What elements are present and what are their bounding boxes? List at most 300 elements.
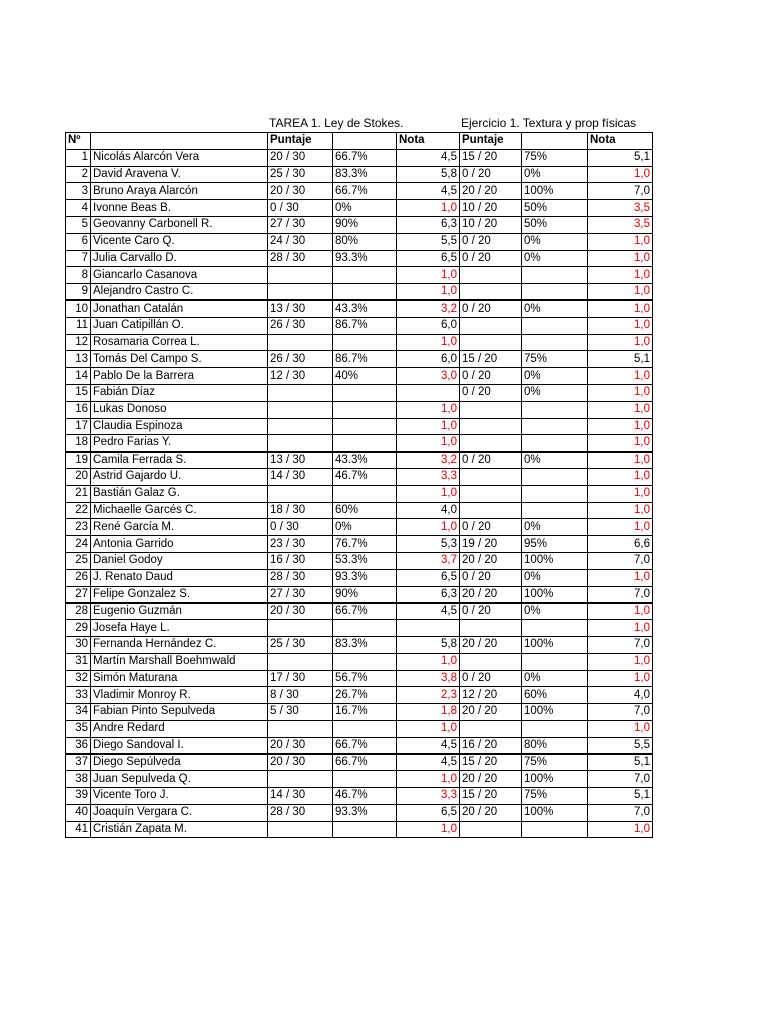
percent-1-cell[interactable]: 66.7% xyxy=(333,754,397,771)
puntaje-2-cell[interactable] xyxy=(460,468,522,485)
puntaje-1-cell[interactable]: 20 / 30 xyxy=(268,754,333,771)
nota-1-cell[interactable]: 4,0 xyxy=(397,502,460,519)
puntaje-2-cell[interactable]: 20 / 20 xyxy=(460,586,522,603)
puntaje-1-cell[interactable]: 0 / 30 xyxy=(268,200,333,217)
percent-2-cell[interactable]: 0% xyxy=(522,519,588,536)
row-number-cell[interactable]: 32 xyxy=(66,670,91,687)
row-number-cell[interactable]: 26 xyxy=(66,569,91,586)
row-number-cell[interactable]: 12 xyxy=(66,334,91,351)
puntaje-2-cell[interactable]: 20 / 20 xyxy=(460,183,522,200)
percent-2-cell[interactable] xyxy=(522,821,588,838)
nota-2-cell[interactable]: 1,0 xyxy=(588,502,653,519)
nota-1-cell[interactable]: 3,8 xyxy=(397,670,460,687)
puntaje-2-cell[interactable] xyxy=(460,653,522,670)
percent-1-cell[interactable] xyxy=(333,653,397,670)
nota-2-cell[interactable]: 1,0 xyxy=(588,603,653,620)
percent-1-cell[interactable]: 66.7% xyxy=(333,737,397,754)
puntaje-1-cell[interactable] xyxy=(268,334,333,351)
nota-2-cell[interactable]: 1,0 xyxy=(588,250,653,267)
row-number-cell[interactable]: 4 xyxy=(66,200,91,217)
puntaje-2-cell[interactable]: 20 / 20 xyxy=(460,771,522,788)
row-number-cell[interactable]: 38 xyxy=(66,771,91,788)
nota-2-cell[interactable]: 7,0 xyxy=(588,586,653,603)
nota-1-cell[interactable]: 6,3 xyxy=(397,216,460,233)
student-name-cell[interactable]: Rosamaria Correa L. xyxy=(91,334,268,351)
student-name-cell[interactable]: Ivonne Beas B. xyxy=(91,200,268,217)
student-name-cell[interactable]: Jonathan Catalán xyxy=(91,300,268,317)
puntaje-2-cell[interactable]: 20 / 20 xyxy=(460,804,522,821)
percent-2-cell[interactable]: 0% xyxy=(522,452,588,469)
nota-2-cell[interactable]: 1,0 xyxy=(588,384,653,401)
nota-2-cell[interactable]: 1,0 xyxy=(588,401,653,418)
percent-1-cell[interactable] xyxy=(333,720,397,737)
puntaje-2-cell[interactable] xyxy=(460,720,522,737)
nota-2-cell[interactable]: 1,0 xyxy=(588,418,653,435)
percent-2-cell[interactable] xyxy=(522,720,588,737)
header-percent-2[interactable] xyxy=(522,133,588,150)
percent-2-cell[interactable]: 0% xyxy=(522,233,588,250)
puntaje-2-cell[interactable]: 0 / 20 xyxy=(460,569,522,586)
student-name-cell[interactable]: Josefa Haye L. xyxy=(91,620,268,637)
percent-1-cell[interactable] xyxy=(333,284,397,301)
student-name-cell[interactable]: Geovanny Carbonell R. xyxy=(91,216,268,233)
nota-2-cell[interactable]: 7,0 xyxy=(588,183,653,200)
puntaje-2-cell[interactable]: 0 / 20 xyxy=(460,452,522,469)
student-name-cell[interactable]: Diego Sandoval I. xyxy=(91,737,268,754)
puntaje-1-cell[interactable]: 27 / 30 xyxy=(268,216,333,233)
nota-2-cell[interactable]: 1,0 xyxy=(588,485,653,502)
student-name-cell[interactable]: Camila Ferrada S. xyxy=(91,452,268,469)
nota-2-cell[interactable]: 1,0 xyxy=(588,267,653,284)
header-number[interactable]: Nº xyxy=(66,133,91,150)
nota-1-cell[interactable]: 1,0 xyxy=(397,771,460,788)
row-number-cell[interactable]: 33 xyxy=(66,687,91,704)
puntaje-2-cell[interactable]: 10 / 20 xyxy=(460,200,522,217)
puntaje-1-cell[interactable] xyxy=(268,653,333,670)
puntaje-2-cell[interactable] xyxy=(460,267,522,284)
percent-1-cell[interactable]: 46.7% xyxy=(333,788,397,805)
nota-1-cell[interactable]: 4,5 xyxy=(397,737,460,754)
puntaje-1-cell[interactable] xyxy=(268,771,333,788)
percent-2-cell[interactable]: 100% xyxy=(522,636,588,653)
nota-1-cell[interactable]: 6,3 xyxy=(397,586,460,603)
puntaje-2-cell[interactable]: 0 / 20 xyxy=(460,368,522,385)
nota-2-cell[interactable]: 1,0 xyxy=(588,368,653,385)
percent-1-cell[interactable]: 93.3% xyxy=(333,569,397,586)
percent-1-cell[interactable]: 0% xyxy=(333,519,397,536)
row-number-cell[interactable]: 24 xyxy=(66,536,91,553)
nota-1-cell[interactable]: 1,0 xyxy=(397,401,460,418)
nota-2-cell[interactable]: 1,0 xyxy=(588,284,653,301)
row-number-cell[interactable]: 6 xyxy=(66,233,91,250)
nota-2-cell[interactable]: 1,0 xyxy=(588,452,653,469)
nota-1-cell[interactable]: 4,5 xyxy=(397,149,460,166)
percent-2-cell[interactable] xyxy=(522,485,588,502)
nota-2-cell[interactable]: 5,1 xyxy=(588,788,653,805)
percent-1-cell[interactable]: 66.7% xyxy=(333,149,397,166)
nota-1-cell[interactable]: 5,8 xyxy=(397,636,460,653)
puntaje-2-cell[interactable] xyxy=(460,821,522,838)
percent-2-cell[interactable]: 0% xyxy=(522,368,588,385)
puntaje-1-cell[interactable] xyxy=(268,485,333,502)
percent-2-cell[interactable]: 75% xyxy=(522,754,588,771)
puntaje-1-cell[interactable]: 23 / 30 xyxy=(268,536,333,553)
percent-2-cell[interactable]: 0% xyxy=(522,250,588,267)
percent-1-cell[interactable]: 80% xyxy=(333,233,397,250)
puntaje-2-cell[interactable] xyxy=(460,485,522,502)
nota-2-cell[interactable]: 7,0 xyxy=(588,552,653,569)
percent-1-cell[interactable]: 26.7% xyxy=(333,687,397,704)
percent-2-cell[interactable] xyxy=(522,317,588,334)
student-name-cell[interactable]: Diego Sepúlveda xyxy=(91,754,268,771)
percent-2-cell[interactable]: 0% xyxy=(522,166,588,183)
nota-1-cell[interactable]: 1,0 xyxy=(397,485,460,502)
row-number-cell[interactable]: 34 xyxy=(66,704,91,721)
student-name-cell[interactable]: J. Renato Daud xyxy=(91,569,268,586)
puntaje-2-cell[interactable]: 0 / 20 xyxy=(460,233,522,250)
student-name-cell[interactable]: Fabián Díaz xyxy=(91,384,268,401)
nota-2-cell[interactable]: 4,0 xyxy=(588,687,653,704)
row-number-cell[interactable]: 40 xyxy=(66,804,91,821)
puntaje-1-cell[interactable]: 14 / 30 xyxy=(268,468,333,485)
header-puntaje-2[interactable]: Puntaje xyxy=(460,133,522,150)
puntaje-1-cell[interactable]: 27 / 30 xyxy=(268,586,333,603)
row-number-cell[interactable]: 35 xyxy=(66,720,91,737)
student-name-cell[interactable]: Lukas Donoso xyxy=(91,401,268,418)
nota-1-cell[interactable] xyxy=(397,384,460,401)
percent-1-cell[interactable]: 93.3% xyxy=(333,250,397,267)
student-name-cell[interactable]: Julia Carvallo D. xyxy=(91,250,268,267)
percent-2-cell[interactable] xyxy=(522,401,588,418)
row-number-cell[interactable]: 11 xyxy=(66,317,91,334)
nota-2-cell[interactable]: 5,1 xyxy=(588,149,653,166)
row-number-cell[interactable]: 16 xyxy=(66,401,91,418)
row-number-cell[interactable]: 18 xyxy=(66,435,91,452)
puntaje-2-cell[interactable]: 0 / 20 xyxy=(460,670,522,687)
nota-1-cell[interactable]: 4,5 xyxy=(397,183,460,200)
nota-1-cell[interactable] xyxy=(397,620,460,637)
student-name-cell[interactable]: Daniel Godoy xyxy=(91,552,268,569)
percent-1-cell[interactable]: 43.3% xyxy=(333,452,397,469)
nota-2-cell[interactable]: 1,0 xyxy=(588,334,653,351)
nota-2-cell[interactable]: 1,0 xyxy=(588,821,653,838)
puntaje-2-cell[interactable]: 0 / 20 xyxy=(460,519,522,536)
nota-1-cell[interactable]: 4,5 xyxy=(397,603,460,620)
puntaje-1-cell[interactable]: 16 / 30 xyxy=(268,552,333,569)
nota-2-cell[interactable]: 1,0 xyxy=(588,233,653,250)
percent-2-cell[interactable]: 100% xyxy=(522,552,588,569)
student-name-cell[interactable]: Joaquín Vergara C. xyxy=(91,804,268,821)
nota-1-cell[interactable]: 3,2 xyxy=(397,452,460,469)
percent-1-cell[interactable]: 16.7% xyxy=(333,704,397,721)
nota-1-cell[interactable]: 1,8 xyxy=(397,704,460,721)
student-name-cell[interactable]: Cristián Zapata M. xyxy=(91,821,268,838)
puntaje-2-cell[interactable]: 0 / 20 xyxy=(460,166,522,183)
puntaje-2-cell[interactable]: 16 / 20 xyxy=(460,737,522,754)
puntaje-1-cell[interactable]: 0 / 30 xyxy=(268,519,333,536)
puntaje-2-cell[interactable]: 12 / 20 xyxy=(460,687,522,704)
nota-2-cell[interactable]: 7,0 xyxy=(588,804,653,821)
student-name-cell[interactable]: Fabian Pinto Sepulveda xyxy=(91,704,268,721)
puntaje-2-cell[interactable]: 0 / 20 xyxy=(460,250,522,267)
percent-2-cell[interactable] xyxy=(522,653,588,670)
puntaje-1-cell[interactable]: 8 / 30 xyxy=(268,687,333,704)
nota-1-cell[interactable]: 4,5 xyxy=(397,754,460,771)
percent-1-cell[interactable]: 93.3% xyxy=(333,804,397,821)
nota-1-cell[interactable]: 3,3 xyxy=(397,788,460,805)
percent-2-cell[interactable]: 75% xyxy=(522,351,588,368)
percent-1-cell[interactable] xyxy=(333,771,397,788)
header-nota-1[interactable]: Nota xyxy=(397,133,460,150)
nota-2-cell[interactable]: 1,0 xyxy=(588,435,653,452)
percent-1-cell[interactable]: 53.3% xyxy=(333,552,397,569)
puntaje-2-cell[interactable]: 20 / 20 xyxy=(460,704,522,721)
nota-1-cell[interactable]: 1,0 xyxy=(397,284,460,301)
puntaje-2-cell[interactable] xyxy=(460,435,522,452)
student-name-cell[interactable]: Giancarlo Casanova xyxy=(91,267,268,284)
puntaje-2-cell[interactable] xyxy=(460,401,522,418)
puntaje-1-cell[interactable]: 28 / 30 xyxy=(268,250,333,267)
nota-1-cell[interactable]: 1,0 xyxy=(397,519,460,536)
puntaje-1-cell[interactable]: 20 / 30 xyxy=(268,603,333,620)
puntaje-2-cell[interactable]: 0 / 20 xyxy=(460,300,522,317)
nota-1-cell[interactable]: 3,2 xyxy=(397,300,460,317)
nota-2-cell[interactable]: 3,5 xyxy=(588,216,653,233)
header-name[interactable] xyxy=(91,133,268,150)
percent-2-cell[interactable] xyxy=(522,284,588,301)
percent-2-cell[interactable]: 100% xyxy=(522,586,588,603)
puntaje-2-cell[interactable]: 15 / 20 xyxy=(460,788,522,805)
percent-2-cell[interactable]: 80% xyxy=(522,737,588,754)
nota-2-cell[interactable]: 1,0 xyxy=(588,653,653,670)
percent-1-cell[interactable] xyxy=(333,334,397,351)
puntaje-2-cell[interactable]: 15 / 20 xyxy=(460,754,522,771)
percent-1-cell[interactable] xyxy=(333,485,397,502)
puntaje-1-cell[interactable] xyxy=(268,284,333,301)
puntaje-2-cell[interactable]: 19 / 20 xyxy=(460,536,522,553)
nota-1-cell[interactable]: 5,8 xyxy=(397,166,460,183)
student-name-cell[interactable]: Michaelle Garcés C. xyxy=(91,502,268,519)
nota-1-cell[interactable]: 3,0 xyxy=(397,368,460,385)
header-puntaje-1[interactable]: Puntaje xyxy=(268,133,333,150)
percent-2-cell[interactable]: 0% xyxy=(522,384,588,401)
percent-2-cell[interactable] xyxy=(522,267,588,284)
student-name-cell[interactable]: Bruno Araya Alarcón xyxy=(91,183,268,200)
percent-2-cell[interactable]: 0% xyxy=(522,300,588,317)
row-number-cell[interactable]: 2 xyxy=(66,166,91,183)
nota-2-cell[interactable]: 1,0 xyxy=(588,166,653,183)
puntaje-2-cell[interactable]: 15 / 20 xyxy=(460,149,522,166)
puntaje-1-cell[interactable]: 28 / 30 xyxy=(268,804,333,821)
row-number-cell[interactable]: 7 xyxy=(66,250,91,267)
percent-2-cell[interactable]: 60% xyxy=(522,687,588,704)
percent-1-cell[interactable] xyxy=(333,384,397,401)
row-number-cell[interactable]: 3 xyxy=(66,183,91,200)
nota-1-cell[interactable]: 1,0 xyxy=(397,334,460,351)
student-name-cell[interactable]: Juan Catipillán O. xyxy=(91,317,268,334)
nota-2-cell[interactable]: 3,5 xyxy=(588,200,653,217)
row-number-cell[interactable]: 30 xyxy=(66,636,91,653)
percent-2-cell[interactable]: 75% xyxy=(522,788,588,805)
puntaje-1-cell[interactable] xyxy=(268,821,333,838)
puntaje-1-cell[interactable]: 17 / 30 xyxy=(268,670,333,687)
percent-2-cell[interactable]: 0% xyxy=(522,670,588,687)
percent-2-cell[interactable] xyxy=(522,468,588,485)
header-nota-2[interactable]: Nota xyxy=(588,133,653,150)
header-percent-1[interactable] xyxy=(333,133,397,150)
puntaje-2-cell[interactable] xyxy=(460,418,522,435)
nota-1-cell[interactable]: 1,0 xyxy=(397,720,460,737)
nota-1-cell[interactable]: 1,0 xyxy=(397,418,460,435)
puntaje-1-cell[interactable]: 20 / 30 xyxy=(268,149,333,166)
puntaje-1-cell[interactable] xyxy=(268,720,333,737)
nota-2-cell[interactable]: 5,1 xyxy=(588,351,653,368)
nota-1-cell[interactable]: 5,3 xyxy=(397,536,460,553)
student-name-cell[interactable]: Vicente Toro J. xyxy=(91,788,268,805)
nota-2-cell[interactable]: 1,0 xyxy=(588,720,653,737)
nota-1-cell[interactable]: 3,3 xyxy=(397,468,460,485)
percent-1-cell[interactable]: 86.7% xyxy=(333,351,397,368)
nota-2-cell[interactable]: 7,0 xyxy=(588,704,653,721)
student-name-cell[interactable]: Felipe Gonzalez S. xyxy=(91,586,268,603)
nota-2-cell[interactable]: 1,0 xyxy=(588,519,653,536)
percent-1-cell[interactable]: 83.3% xyxy=(333,636,397,653)
percent-2-cell[interactable]: 100% xyxy=(522,771,588,788)
puntaje-2-cell[interactable]: 0 / 20 xyxy=(460,603,522,620)
puntaje-1-cell[interactable]: 13 / 30 xyxy=(268,452,333,469)
percent-1-cell[interactable]: 90% xyxy=(333,586,397,603)
nota-2-cell[interactable]: 1,0 xyxy=(588,317,653,334)
row-number-cell[interactable]: 25 xyxy=(66,552,91,569)
nota-1-cell[interactable]: 6,0 xyxy=(397,351,460,368)
nota-2-cell[interactable]: 1,0 xyxy=(588,620,653,637)
row-number-cell[interactable]: 23 xyxy=(66,519,91,536)
student-name-cell[interactable]: Simón Maturana xyxy=(91,670,268,687)
row-number-cell[interactable]: 10 xyxy=(66,300,91,317)
nota-1-cell[interactable]: 6,5 xyxy=(397,804,460,821)
nota-1-cell[interactable]: 1,0 xyxy=(397,267,460,284)
row-number-cell[interactable]: 28 xyxy=(66,603,91,620)
nota-2-cell[interactable]: 7,0 xyxy=(588,771,653,788)
nota-1-cell[interactable]: 1,0 xyxy=(397,435,460,452)
puntaje-2-cell[interactable] xyxy=(460,620,522,637)
puntaje-2-cell[interactable] xyxy=(460,284,522,301)
percent-2-cell[interactable] xyxy=(522,502,588,519)
puntaje-1-cell[interactable]: 20 / 30 xyxy=(268,183,333,200)
percent-2-cell[interactable]: 95% xyxy=(522,536,588,553)
puntaje-1-cell[interactable]: 18 / 30 xyxy=(268,502,333,519)
student-name-cell[interactable]: Claudia Espinoza xyxy=(91,418,268,435)
percent-1-cell[interactable] xyxy=(333,435,397,452)
student-name-cell[interactable]: Eugenio Guzmán xyxy=(91,603,268,620)
percent-1-cell[interactable] xyxy=(333,821,397,838)
puntaje-1-cell[interactable] xyxy=(268,384,333,401)
percent-2-cell[interactable]: 75% xyxy=(522,149,588,166)
percent-2-cell[interactable]: 100% xyxy=(522,183,588,200)
row-number-cell[interactable]: 17 xyxy=(66,418,91,435)
percent-2-cell[interactable] xyxy=(522,418,588,435)
puntaje-1-cell[interactable] xyxy=(268,620,333,637)
student-name-cell[interactable]: Astrid Gajardo U. xyxy=(91,468,268,485)
row-number-cell[interactable]: 8 xyxy=(66,267,91,284)
percent-1-cell[interactable]: 60% xyxy=(333,502,397,519)
percent-1-cell[interactable]: 76.7% xyxy=(333,536,397,553)
row-number-cell[interactable]: 29 xyxy=(66,620,91,637)
percent-2-cell[interactable]: 50% xyxy=(522,200,588,217)
nota-2-cell[interactable]: 5,5 xyxy=(588,737,653,754)
nota-2-cell[interactable]: 7,0 xyxy=(588,636,653,653)
row-number-cell[interactable]: 27 xyxy=(66,586,91,603)
percent-1-cell[interactable]: 56.7% xyxy=(333,670,397,687)
percent-1-cell[interactable]: 86.7% xyxy=(333,317,397,334)
puntaje-2-cell[interactable]: 10 / 20 xyxy=(460,216,522,233)
puntaje-1-cell[interactable]: 20 / 30 xyxy=(268,737,333,754)
nota-1-cell[interactable]: 6,5 xyxy=(397,250,460,267)
student-name-cell[interactable]: Fernanda Hernández C. xyxy=(91,636,268,653)
percent-1-cell[interactable] xyxy=(333,267,397,284)
nota-1-cell[interactable]: 1,0 xyxy=(397,653,460,670)
row-number-cell[interactable]: 14 xyxy=(66,368,91,385)
percent-1-cell[interactable]: 66.7% xyxy=(333,183,397,200)
percent-1-cell[interactable]: 43.3% xyxy=(333,300,397,317)
puntaje-1-cell[interactable]: 28 / 30 xyxy=(268,569,333,586)
student-name-cell[interactable]: Pedro Farias Y. xyxy=(91,435,268,452)
nota-1-cell[interactable]: 1,0 xyxy=(397,821,460,838)
percent-2-cell[interactable]: 50% xyxy=(522,216,588,233)
puntaje-1-cell[interactable]: 26 / 30 xyxy=(268,317,333,334)
percent-1-cell[interactable]: 0% xyxy=(333,200,397,217)
student-name-cell[interactable]: Andre Redard xyxy=(91,720,268,737)
puntaje-1-cell[interactable]: 12 / 30 xyxy=(268,368,333,385)
student-name-cell[interactable]: Pablo De la Barrera xyxy=(91,368,268,385)
student-name-cell[interactable]: Antonia Garrido xyxy=(91,536,268,553)
row-number-cell[interactable]: 31 xyxy=(66,653,91,670)
percent-2-cell[interactable]: 100% xyxy=(522,804,588,821)
puntaje-1-cell[interactable]: 25 / 30 xyxy=(268,166,333,183)
student-name-cell[interactable]: Vladimir Monroy R. xyxy=(91,687,268,704)
row-number-cell[interactable]: 15 xyxy=(66,384,91,401)
percent-2-cell[interactable] xyxy=(522,435,588,452)
student-name-cell[interactable]: Bastián Galaz G. xyxy=(91,485,268,502)
puntaje-1-cell[interactable]: 5 / 30 xyxy=(268,704,333,721)
row-number-cell[interactable]: 41 xyxy=(66,821,91,838)
nota-1-cell[interactable]: 6,0 xyxy=(397,317,460,334)
row-number-cell[interactable]: 13 xyxy=(66,351,91,368)
row-number-cell[interactable]: 20 xyxy=(66,468,91,485)
nota-1-cell[interactable]: 6,5 xyxy=(397,569,460,586)
puntaje-2-cell[interactable]: 15 / 20 xyxy=(460,351,522,368)
nota-1-cell[interactable]: 5,5 xyxy=(397,233,460,250)
puntaje-1-cell[interactable] xyxy=(268,418,333,435)
percent-1-cell[interactable]: 46.7% xyxy=(333,468,397,485)
puntaje-2-cell[interactable] xyxy=(460,334,522,351)
student-name-cell[interactable]: Martín Marshall Boehmwald xyxy=(91,653,268,670)
percent-1-cell[interactable]: 90% xyxy=(333,216,397,233)
nota-2-cell[interactable]: 6,6 xyxy=(588,536,653,553)
nota-2-cell[interactable]: 1,0 xyxy=(588,569,653,586)
student-name-cell[interactable]: René García M. xyxy=(91,519,268,536)
puntaje-2-cell[interactable]: 20 / 20 xyxy=(460,552,522,569)
row-number-cell[interactable]: 22 xyxy=(66,502,91,519)
row-number-cell[interactable]: 19 xyxy=(66,452,91,469)
row-number-cell[interactable]: 1 xyxy=(66,149,91,166)
nota-2-cell[interactable]: 1,0 xyxy=(588,670,653,687)
puntaje-2-cell[interactable] xyxy=(460,317,522,334)
percent-2-cell[interactable] xyxy=(522,620,588,637)
puntaje-1-cell[interactable] xyxy=(268,401,333,418)
student-name-cell[interactable]: Alejandro Castro C. xyxy=(91,284,268,301)
percent-1-cell[interactable]: 66.7% xyxy=(333,603,397,620)
